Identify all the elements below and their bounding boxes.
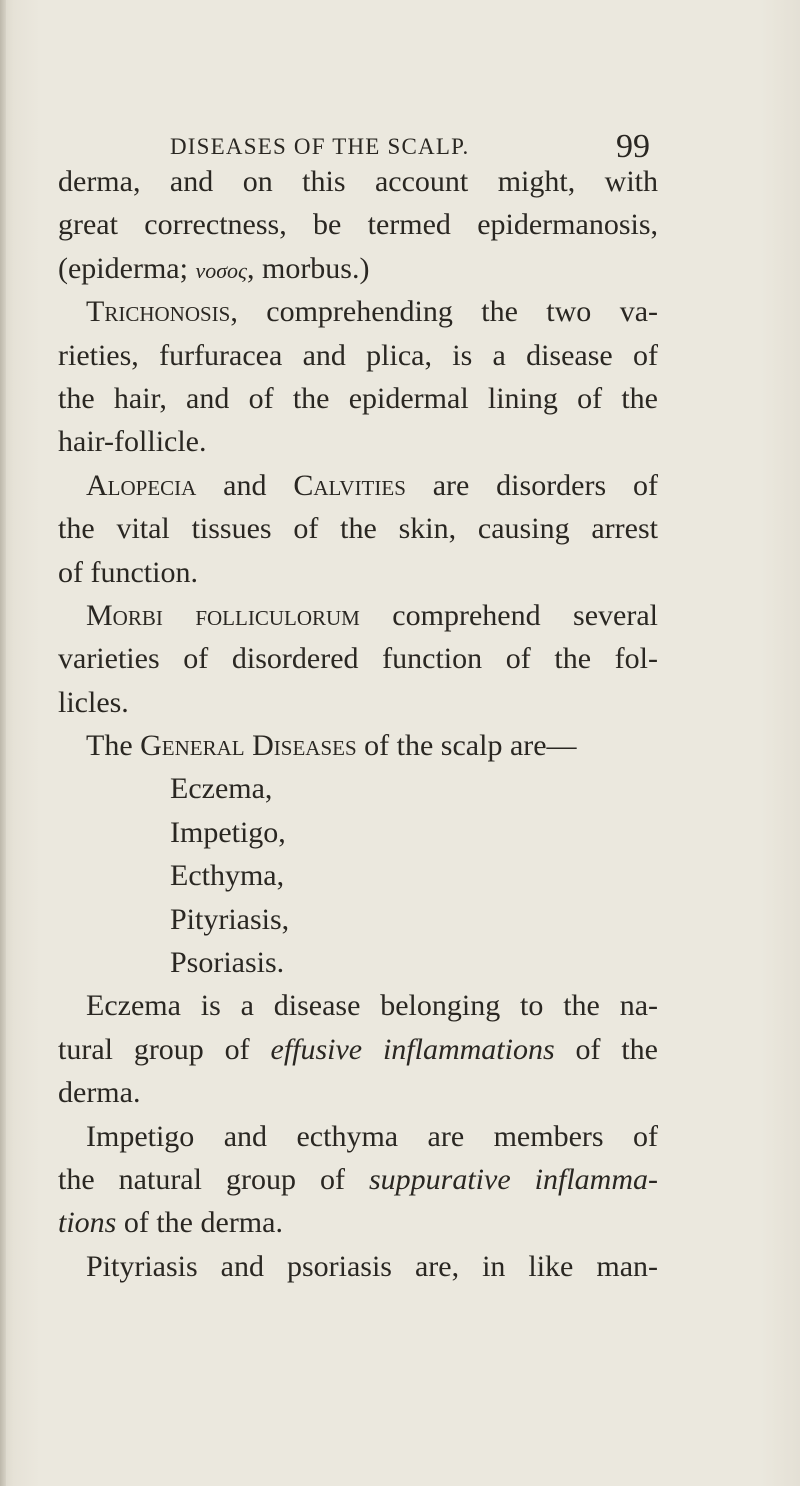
- page-number: 99: [616, 128, 650, 165]
- text-line: Alopecia and Calvities are disorders of: [86, 468, 658, 502]
- term-trichonosis: Trichonosis: [86, 295, 231, 329]
- list-item: Impetigo,: [170, 815, 286, 849]
- text-line: Eczema is a disease belonging to the na-: [86, 989, 658, 1023]
- text-line: rieties, furfuracea and plica, is a disease of: [58, 338, 658, 372]
- term-morbi-folliculorum: Morbi folliculorum: [86, 598, 360, 632]
- text-line: Impetigo and ecthyma are members of: [86, 1119, 658, 1153]
- term-general-diseases: General Diseases: [140, 729, 357, 763]
- greek-word: νοσος: [195, 257, 247, 283]
- text-line: licles.: [58, 685, 129, 719]
- text-line: of function.: [58, 555, 198, 589]
- text-line: tions of the derma.: [58, 1206, 283, 1240]
- term-calvities: Calvities: [293, 468, 406, 502]
- text-line: (epiderma; νοσος, morbus.): [58, 251, 370, 285]
- term-alopecia: Alopecia: [86, 468, 197, 502]
- list-item: Eczema,: [170, 772, 273, 806]
- italic-phrase: tions: [58, 1206, 117, 1240]
- text-line: great correctness, be termed epidermanosis,: [58, 208, 658, 242]
- italic-phrase: suppurative inflamma-: [369, 1162, 658, 1196]
- binding-gutter: [0, 0, 6, 1486]
- text-line: the natural group of suppurative inflamma-: [58, 1162, 658, 1196]
- text-line: Morbi folliculorum comprehend several: [86, 598, 658, 632]
- text-line: Pityriasis and psoriasis are, in like man-: [86, 1249, 658, 1283]
- text-line: the hair, and of the epidermal lining of the: [58, 381, 658, 415]
- text-line: The General Diseases of the scalp are—: [86, 729, 577, 763]
- running-title: DISEASES OF THE SCALP.: [170, 134, 470, 159]
- page-body: [58, 160, 658, 1288]
- text-line: the vital tissues of the skin, causing arrest: [58, 512, 658, 546]
- list-item: Pityriasis,: [170, 902, 290, 936]
- list-item: Psoriasis.: [170, 946, 285, 980]
- text-line: derma, and on this account might, with: [58, 165, 658, 198]
- text-line: derma.: [58, 1076, 141, 1110]
- text-line: Trichonosis, comprehending the two va-: [86, 295, 658, 329]
- list-item: Ecthyma,: [170, 859, 285, 893]
- italic-phrase: effusive inflammations: [270, 1032, 555, 1066]
- text-line: tural group of effusive inflammations of the: [58, 1032, 658, 1066]
- text-line: varieties of disordered function of the fol-: [58, 642, 658, 676]
- text-line: hair-follicle.: [58, 425, 207, 459]
